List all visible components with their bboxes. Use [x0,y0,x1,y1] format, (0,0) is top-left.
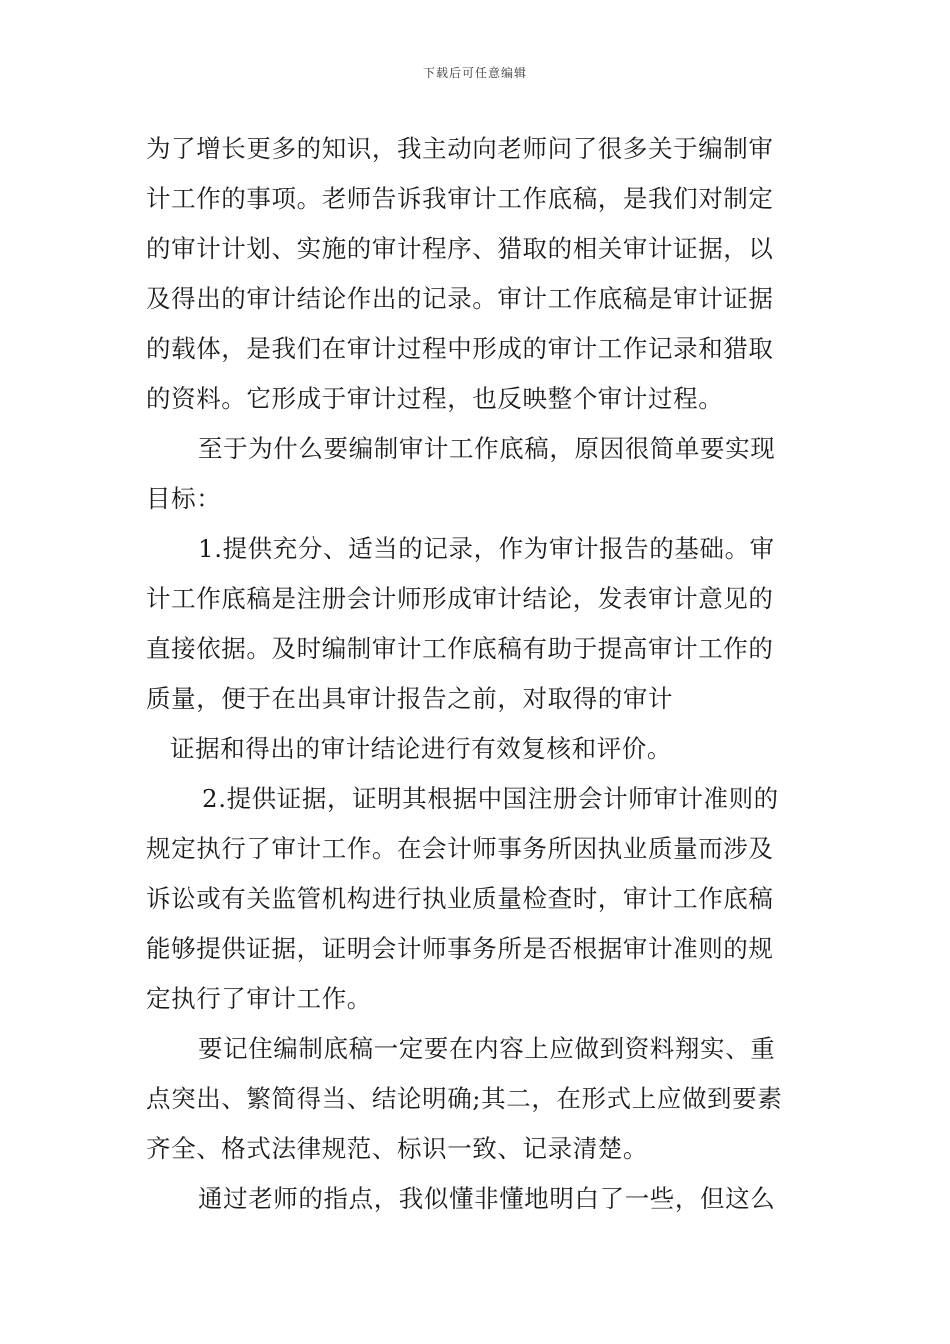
text-line: 及得出的审计结论作出的记录。审计工作底稿是审计证据 [146,284,774,313]
text-line: 的资料。它形成于审计过程，也反映整个审计过程。 [146,384,724,413]
text-line: 要记住编制底稿一定要在内容上应做到资料翔实、重 [198,1034,776,1063]
text-line: 目标： [146,484,222,513]
text-line: 通过老师的指点，我似懂非懂地明白了一些，但这么 [198,1184,776,1213]
text-line: 至于为什么要编制审计工作底稿，原因很简单要实现 [198,434,776,463]
text-line: 计工作底稿是注册会计师形成审计结论，发表审计意见的 [146,584,774,613]
text-line: 的审计计划、实施的审计程序、猎取的相关审计证据，以 [146,234,774,263]
text-line: 证据和得出的审计结论进行有效复核和评价。 [170,734,672,763]
text-line: 定执行了审计工作。 [146,984,372,1013]
text-line: 2.提供证据，证明其根据中国注册会计师审计准则的 [202,784,779,813]
text-line: 能够提供证据，证明会计师事务所是否根据审计准则的规 [146,934,774,963]
text-line: 的载体，是我们在审计过程中形成的审计工作记录和猎取 [146,334,774,363]
text-line: 点突出、繁简得当、结论明确;其二，在形式上应做到要素 [146,1084,783,1113]
text-line: 直接依据。及时编制审计工作底稿有助于提高审计工作的 [146,634,774,663]
text-line: 诉讼或有关监管机构进行执业质量检查时，审计工作底稿 [146,884,774,913]
text-line: 1.提供充分、适当的记录，作为审计报告的基础。审 [198,534,775,563]
page-header-note: 下载后可任意编辑 [422,66,527,80]
text-line: 质量，便于在出具审计报告之前，对取得的审计 [146,684,674,713]
text-line: 计工作的事项。老师告诉我审计工作底稿，是我们对制定 [146,184,774,213]
text-line: 齐全、格式法律规范、标识一致、记录清楚。 [146,1134,648,1163]
text-line: 为了增长更多的知识，我主动向老师问了很多关于编制审 [146,134,774,163]
text-line: 规定执行了审计工作。在会计师事务所因执业质量而涉及 [146,834,774,863]
document-body [146,124,816,1224]
